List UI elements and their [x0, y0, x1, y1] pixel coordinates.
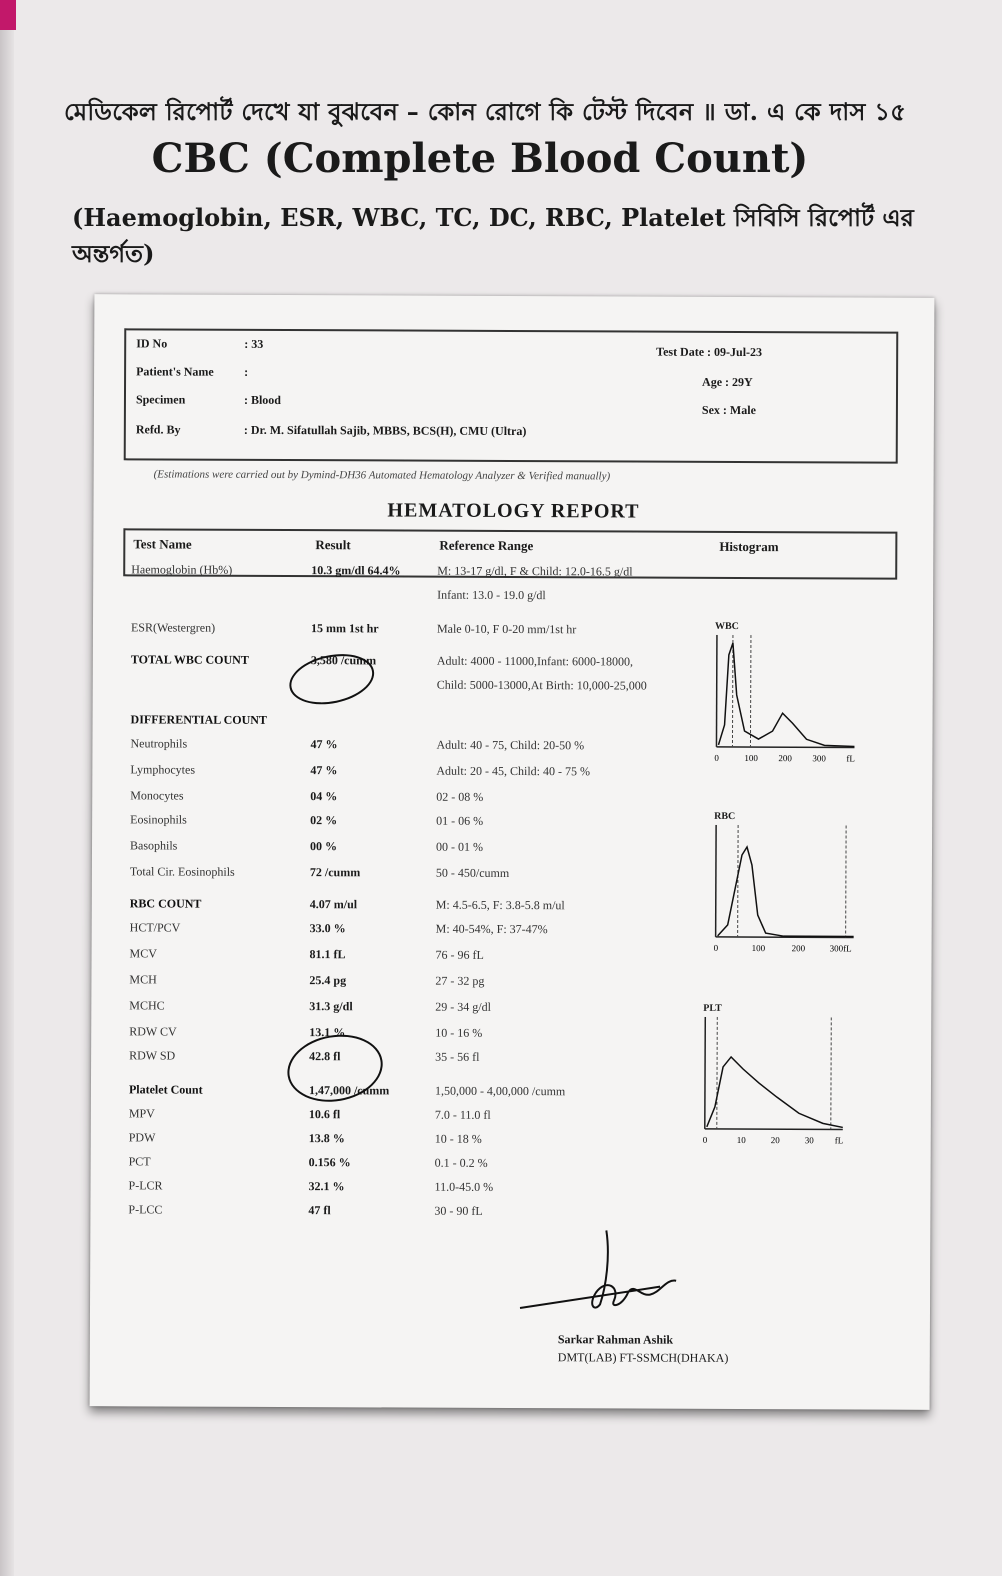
signature-scribble — [510, 1216, 710, 1327]
test-reference: 00 - 01 % — [435, 839, 484, 854]
test-reference: 10 - 18 % — [434, 1131, 482, 1146]
test-result: 31.3 g/dl — [309, 999, 353, 1014]
test-name: Neutrophils — [130, 736, 188, 751]
book-gutter — [0, 0, 14, 1576]
plt-tick-4: fL — [834, 1135, 844, 1146]
result-row — [130, 788, 730, 809]
result-row — [131, 562, 731, 583]
result-row — [130, 838, 730, 859]
wbc-hist-plot — [714, 635, 865, 766]
rbc-tick-0: 0 — [713, 942, 719, 953]
result-row — [130, 762, 730, 783]
hematology-report-image — [90, 294, 935, 1410]
test-reference: 76 - 96 fL — [435, 947, 484, 962]
refd-row — [136, 422, 527, 439]
test-result: 47 fl — [308, 1203, 331, 1218]
test-reference: 29 - 34 g/dl — [435, 999, 492, 1014]
result-row — [130, 946, 730, 967]
plt-tick-0: 0 — [702, 1134, 708, 1145]
test-result: 81.1 fL — [309, 947, 346, 962]
result-row — [130, 812, 730, 833]
test-result: 13.8 % — [308, 1131, 345, 1146]
test-reference: Adult: 20 - 45, Child: 40 - 75 % — [436, 763, 591, 779]
rbc-tick-1: 100 — [751, 943, 766, 954]
test-name: P-LCC — [128, 1202, 163, 1217]
result-row — [130, 736, 730, 757]
test-result: 04 % — [310, 789, 338, 804]
page-subtitle: (Haemoglobin, ESR, WBC, TC, DC, RBC, Platelet সিবিসি রিপোর্ট এর অন্তর্গত) — [72, 203, 914, 268]
test-result: 13.1 % — [309, 1025, 346, 1040]
wbc-tick-0: 0 — [714, 752, 719, 763]
test-reference: 02 - 08 % — [436, 789, 484, 804]
test-reference: 10 - 16 % — [435, 1025, 483, 1040]
test-name: Haemoglobin (Hb%) — [131, 562, 233, 577]
test-reference: M: 4.5-6.5, F: 3.8-5.8 m/ul — [435, 897, 565, 913]
test-name: PCT — [128, 1154, 151, 1169]
result-row — [129, 998, 729, 1019]
test-result: 3,580 /cumm — [310, 653, 377, 668]
test-name — [131, 676, 311, 677]
result-row — [131, 586, 731, 607]
test-name: MCHC — [129, 998, 165, 1013]
test-reference: 7.0 - 11.0 fl — [434, 1107, 491, 1122]
test-result: 10.6 fl — [308, 1107, 341, 1122]
test-result: 47 % — [310, 763, 338, 778]
result-row — [129, 1106, 729, 1127]
test-name: HCT/PCV — [129, 920, 181, 935]
test-reference: 30 - 90 fL — [434, 1203, 483, 1218]
test-reference: M: 13-17 g/dl, F & Child: 12.0-16.5 g/dl — [437, 563, 633, 579]
result-row — [129, 1154, 729, 1175]
test-reference: Adult: 4000 - 11000,Infant: 6000-18000, — [436, 653, 634, 669]
wbc-tick-2: 200 — [778, 753, 792, 764]
sex: Sex : Male — [701, 402, 756, 418]
result-row — [131, 676, 731, 697]
test-name: Total Cir. Eosinophils — [129, 864, 235, 879]
test-name: Eosinophils — [130, 812, 187, 827]
col-histogram: Histogram — [719, 538, 779, 555]
test-name: TOTAL WBC COUNT — [130, 652, 249, 667]
rbc-hist-label: RBC — [714, 810, 736, 822]
test-reference: Child: 5000-13000,At Birth: 10,000-25,000 — [436, 677, 647, 693]
wbc-histogram — [714, 620, 865, 769]
plt-tick-2: 20 — [770, 1135, 780, 1146]
test-name: RDW CV — [129, 1024, 177, 1039]
rbc-tick-3: 300fL — [829, 943, 852, 954]
test-result: 47 % — [310, 737, 338, 752]
id-value: : 33 — [244, 336, 264, 351]
test-reference: Infant: 13.0 - 19.0 g/dl — [437, 587, 546, 603]
result-row — [131, 620, 731, 641]
test-result: 72 /cumm — [309, 865, 361, 880]
plt-tick-1: 10 — [736, 1134, 746, 1146]
test-reference: 27 - 32 pg — [435, 973, 485, 988]
test-name: MCV — [129, 946, 157, 961]
test-name: Lymphocytes — [130, 762, 196, 777]
test-result: 4.07 m/ul — [309, 897, 358, 912]
specimen-label: Specimen — [135, 392, 186, 407]
test-name — [131, 586, 311, 587]
result-row — [129, 1048, 729, 1069]
test-reference: 50 - 450/cumm — [435, 865, 510, 880]
test-name: Basophils — [129, 838, 178, 853]
result-row — [131, 712, 731, 733]
wbc-tick-4: fL — [846, 753, 855, 764]
col-result: Result — [315, 537, 351, 553]
plt-tick-3: 30 — [804, 1135, 814, 1146]
wbc-tick-3: 300 — [812, 753, 826, 764]
test-result: 42.8 fl — [309, 1049, 341, 1064]
test-reference: 35 - 56 fl — [435, 1049, 480, 1064]
test-name: DIFFERENTIAL COUNT — [130, 712, 267, 727]
specimen-row — [136, 392, 281, 408]
refd-value: : Dr. M. Sifatullah Sajib, MBBS, BCS(H), CMU (Ultra) — [243, 422, 527, 439]
test-reference: 01 - 06 % — [436, 813, 484, 828]
rbc-tick-2: 200 — [791, 943, 806, 954]
result-row — [129, 1082, 729, 1103]
result-row — [129, 1130, 729, 1151]
result-row — [130, 920, 730, 941]
test-result: 15 mm 1st hr — [310, 621, 379, 636]
result-row — [130, 896, 730, 917]
test-name: PDW — [128, 1130, 156, 1145]
page-title: CBC (Complete Blood Count) — [151, 135, 809, 182]
wbc-hist-label: WBC — [714, 620, 739, 632]
test-result: 10.3 gm/dl 64.4% — [311, 563, 401, 578]
wbc-tick-1: 100 — [744, 753, 758, 764]
refd-label: Refd. By — [135, 422, 181, 437]
test-reference: M: 40-54%, F: 37-47% — [435, 921, 548, 937]
id-row — [136, 336, 263, 352]
test-result: 1,47,000 /cumm — [308, 1083, 390, 1098]
test-reference: Male 0-10, F 0-20 mm/1st hr — [436, 621, 577, 637]
patient-info-box — [124, 328, 899, 463]
analyzer-note: (Estimations were carried out by Dymind-DH36 Automated Hematology Analyzer & Verified manually) — [153, 468, 611, 483]
result-row — [129, 972, 729, 993]
test-result: 33.0 % — [309, 921, 346, 936]
test-result: 25.4 pg — [309, 973, 347, 988]
age: Age : 29Y — [702, 374, 753, 390]
patient-value: : — [244, 364, 249, 379]
test-reference: 11.0-45.0 % — [434, 1179, 494, 1194]
id-label: ID No — [136, 336, 168, 351]
signatory-name: Sarkar Rahman Ashik — [557, 1332, 674, 1347]
test-reference: 1,50,000 - 4,00,000 /cumm — [434, 1083, 566, 1099]
test-date: Test Date : 09-Jul-23 — [656, 344, 763, 360]
running-header: মেডিকেল রিপোর্ট দেখে যা বুঝবেন – কোন রোগে কি টেস্ট দিবেন ॥ ডা. এ কে দাস ১৫ — [64, 97, 907, 126]
col-reference: Reference Range — [439, 537, 534, 554]
test-name: ESR(Westergren) — [130, 620, 216, 635]
test-name: P-LCR — [128, 1178, 163, 1193]
rbc-histogram — [713, 810, 865, 959]
pink-tab — [0, 0, 16, 30]
test-result: 32.1 % — [308, 1179, 345, 1194]
test-name: MCH — [129, 972, 157, 987]
plt-hist-plot — [703, 1017, 854, 1148]
test-name: MPV — [128, 1106, 155, 1121]
test-name: RDW SD — [129, 1048, 176, 1063]
test-result: 00 % — [309, 839, 338, 854]
test-name: RBC COUNT — [129, 896, 202, 911]
col-test-name: Test Name — [133, 536, 192, 552]
patient-label: Patient's Name — [136, 364, 214, 379]
patient-row — [136, 364, 248, 379]
result-row — [131, 652, 731, 673]
test-reference: Adult: 40 - 75, Child: 20-50 % — [436, 737, 585, 753]
test-name: Platelet Count — [128, 1082, 203, 1097]
result-row — [128, 1178, 728, 1199]
signatory-dept: DMT(LAB) FT-SSMCH(DHAKA) — [557, 1350, 729, 1365]
result-row — [130, 864, 730, 885]
test-result: 0.156 % — [308, 1155, 351, 1170]
test-reference: 0.1 - 0.2 % — [434, 1155, 488, 1170]
test-result: 02 % — [310, 813, 338, 828]
plt-hist-label: PLT — [703, 1002, 722, 1014]
plt-histogram — [702, 1002, 854, 1151]
rbc-hist-plot — [714, 825, 865, 956]
report-title: HEMATOLOGY REPORT — [387, 499, 640, 523]
result-row — [129, 1024, 729, 1045]
test-name: Monocytes — [130, 788, 184, 803]
specimen-value: : Blood — [243, 392, 282, 407]
